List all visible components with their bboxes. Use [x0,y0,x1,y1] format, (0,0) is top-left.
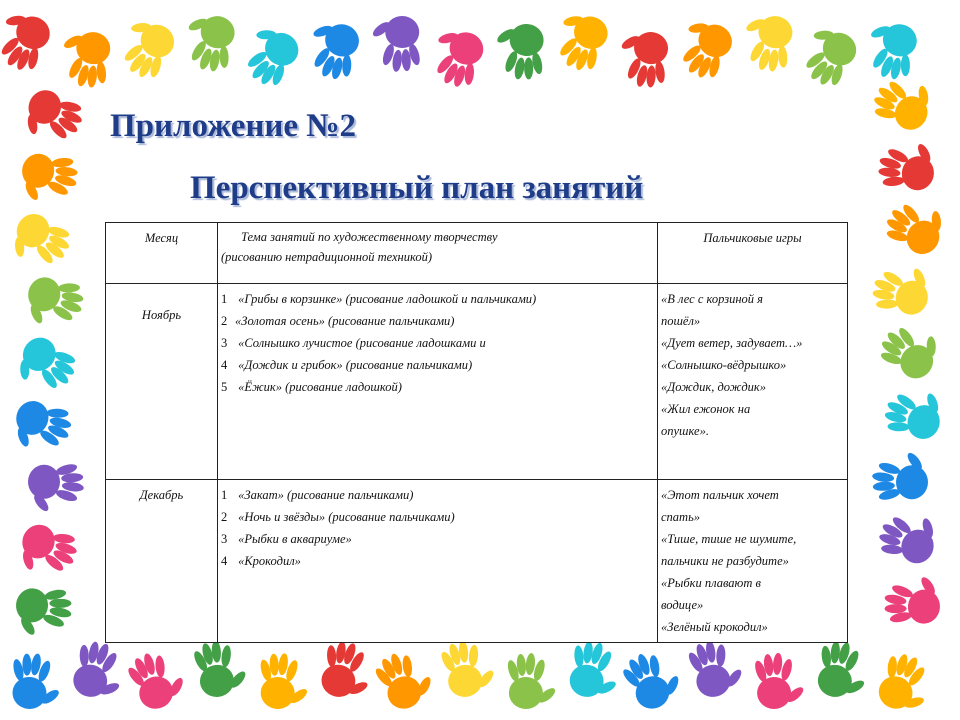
month-cell: Ноябрь [106,284,218,480]
handprint-icon [190,636,250,700]
topics-cell [218,480,658,643]
handprint-icon [857,15,924,85]
game-line: спать» [661,510,701,524]
handprint-icon [866,65,941,138]
handprint-icon [613,27,674,92]
handprint-icon [878,189,954,264]
topic-list [221,484,654,572]
header-games: Пальчиковые игры [658,223,848,284]
game-line: пальчики не разбудите» [661,554,789,568]
game-line: «Дует ветер, задувает…» [661,336,803,350]
handprint-icon [7,651,64,712]
handprint-icon [667,11,741,86]
handprint-icon [812,637,874,702]
games-cell [658,284,848,480]
handprint-icon [505,652,558,709]
handprint-icon [882,571,944,629]
header-topic-line2: (рисованию нетрадиционной техникой) [221,250,433,264]
handprint-icon [232,17,308,94]
list-item: 3 «Солнышко лучистое (рисование ладошками и [221,336,486,350]
handprint-icon [13,583,75,641]
handprint-icon [299,15,367,86]
game-line: «Рыбки плавают в [661,576,761,590]
header-topic-line1: Тема занятий по художественному творчеству [241,230,498,244]
handprint-icon [870,647,940,719]
handprint-icon [421,21,492,94]
handprint-icon [27,461,85,515]
handprint-icon [753,652,806,709]
handprint-icon [314,636,379,704]
handprint-icon [15,81,90,154]
game-line: пошёл» [661,314,701,328]
topic-list [221,288,654,398]
list-item: 5 «Ёжик» (рисование ладошкой) [221,380,402,394]
handprint-icon [370,643,440,715]
handprint-icon [256,652,311,711]
handprint-icon [872,501,945,572]
game-line: «Тише, тише не шумите, [661,532,797,546]
handprint-icon [54,26,117,92]
handprint-icon [684,634,748,701]
games-cell [658,480,848,643]
handprint-icon [2,205,78,280]
table-header-row [106,223,848,284]
game-line: «Дождик, дождик» [661,380,766,394]
game-line: опушке». [661,424,709,438]
list-item: 1 «Закат» (рисование пальчиками) [221,488,414,502]
game-line: «В лес с корзиной я [661,292,763,306]
handprint-icon [563,637,627,704]
handprint-icon [122,644,191,715]
handprint-icon [867,256,936,322]
handprint-icon [491,21,549,83]
game-line: «Этот пальчик хочет [661,488,779,502]
table-row [106,284,848,480]
handprint-icon [7,328,84,404]
handprint-icon [109,10,184,86]
list-item: 3 «Рыбки в аквариуме» [221,532,352,546]
topics-cell [218,284,658,480]
handprint-icon [11,516,84,587]
lesson-plan-table [105,222,848,643]
handprint-icon [7,393,78,461]
month-cell: Декабрь [106,480,218,643]
handprint-icon [176,8,242,77]
list-item: 1 «Грибы в корзинке» (рисование ладошкой и пальчиками) [221,292,537,306]
page-title: Приложение №2 [110,108,356,144]
header-topic [218,223,658,284]
game-line: «Жил ежонок на [661,402,751,416]
game-line: «Зелёный крокодил» [661,620,768,634]
handprint-icon [874,134,940,197]
list-item: 2 «Ночь и звёзды» (рисование пальчиками) [221,510,455,524]
list-item: 4 «Крокодил» [221,554,301,568]
handprint-icon [0,3,59,78]
handprint-icon [735,9,799,76]
header-month: Месяц [106,223,218,284]
handprint-icon [617,643,688,716]
handprint-icon [871,449,929,503]
table-row [106,480,848,643]
handprint-icon [872,312,949,388]
list-item: 4 «Дождик и грибок» (рисование пальчиками) [221,358,473,372]
handprint-icon [544,4,617,78]
game-line: «Солнышко-вёдрышко» [661,358,787,372]
list-item: 2 «Золотая осень» (рисование пальчиками) [221,314,455,328]
handprint-icon [790,18,865,94]
handprint-icon [369,15,423,73]
page-subtitle: Перспективный план занятий [190,170,644,206]
handprint-icon [66,636,132,705]
handprint-icon [20,270,89,336]
handprint-icon [16,147,82,210]
handprint-icon [879,379,950,447]
game-line: водице» [661,598,704,612]
handprint-icon [437,635,499,700]
